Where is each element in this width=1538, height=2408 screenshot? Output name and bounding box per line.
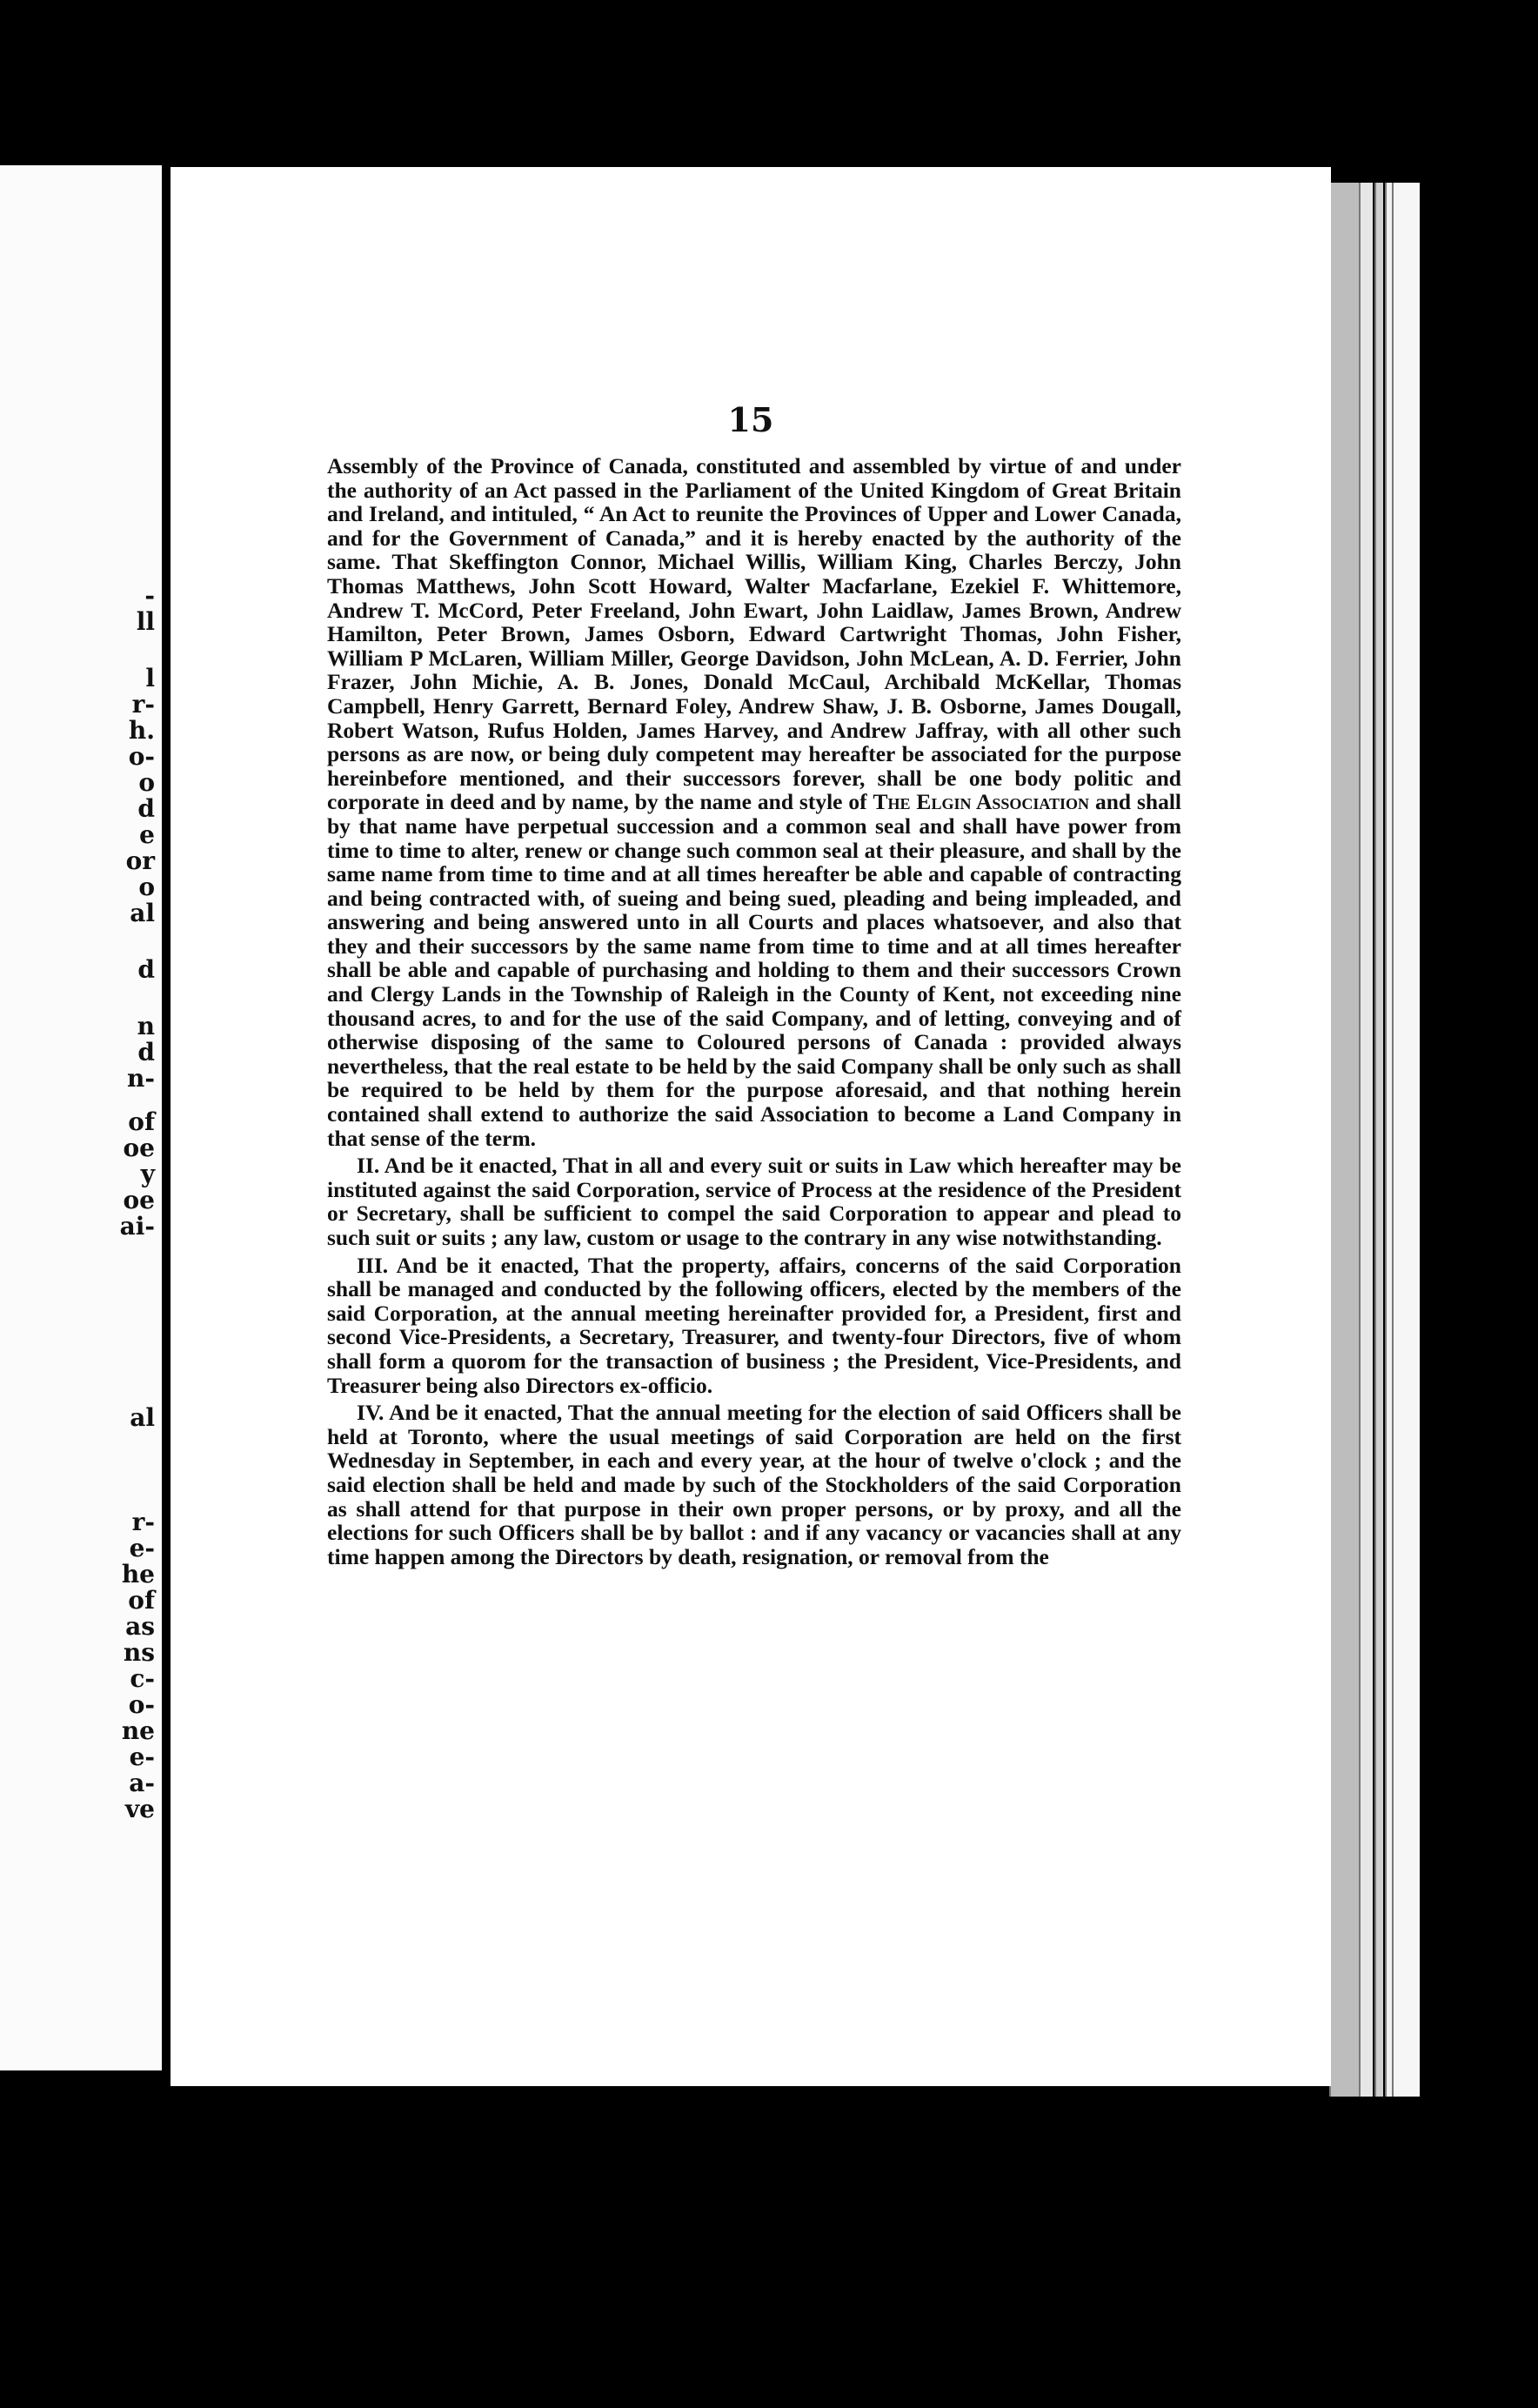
facing-page-fragment: y	[140, 1160, 155, 1188]
section-ii: II. And be it enacted, That in all and every suit or suits in Law which hereafter may be instituted against the said Corporation, service of Process at the residence of the President or Secretary, shall be sufficient to compel the said Corporation to appear and plead to such suit or suits ; any law, custom or usage to the contrary in any wise notwithstanding.	[327, 1153, 1181, 1250]
page-edge	[1329, 183, 1361, 2097]
facing-page-fragment: d	[137, 794, 155, 823]
paragraph-text: and shall by that name have perpetual succession and a common seal and shall have power from time to time to alter, renew or change such common seal at their pleasure, and shall by the same name from time to time and at all times hereafter be able and capable of contracting and being contracted with, of sueing and being sued, pleading and being impleaded, and answering and being answered unto in all Courts and places whatsoever, and also that they and their successors by the same name from time to time and at all times hereafter shall be able and capable of purchasing and holding to them and their successors Crown and Clergy Lands in the Township of Raleigh in the County of Kent, not exceeding nine thousand acres, to and for the use of the said Company, and of letting, conveying and of otherwise disposing of the same to Coloured persons of Canada : provided always nevertheless, that the real estate to be held by the said Company shall be only such as shall be required to be held by them for the purpose aforesaid, and that nothing herein contained shall extend to authorize the said Association to become a Land Company in that sense of the term.	[327, 789, 1182, 1151]
facing-page-fragment: c-	[130, 1664, 155, 1693]
facing-page-fragment: ns	[123, 1638, 155, 1667]
facing-page-fragment: o-	[128, 1690, 155, 1719]
facing-page-fragment: d	[137, 955, 155, 984]
facing-page-fragment: h.	[128, 716, 155, 745]
facing-page-fragment: al	[130, 899, 155, 927]
facing-page-fragment: d	[137, 1038, 155, 1067]
page-number: 15	[727, 400, 774, 439]
page-edge	[1374, 183, 1383, 2097]
page-edge	[1359, 183, 1373, 2097]
page-edge	[1385, 183, 1392, 2097]
paragraph-preamble	[327, 454, 1181, 1150]
facing-page-fragment: oe	[123, 1134, 155, 1162]
facing-page-fragment: ve	[124, 1795, 155, 1823]
facing-page-fragment: e-	[129, 1534, 155, 1562]
facing-page-fragment: l	[145, 664, 155, 692]
document-page	[171, 167, 1331, 2086]
section-iv: IV. And be it enacted, That the annual meeting for the election of said Officers shall be held at Toronto, where the usual meetings of said Corporation are held on the first Wednesday in September, in each and every year, at the hour of twelve o'clock ; and the said election shall be held and made by such of the Stockholders of the said Corporation as shall attend for that purpose in their own proper persons, or by proxy, and all the elections for such Officers shall be by ballot : and if any vacancy or vacancies shall at any time happen among the Directors by death, resignation, or removal from the	[327, 1400, 1181, 1569]
facing-page	[0, 165, 162, 2070]
facing-page-fragment: o-	[128, 742, 155, 771]
facing-page-fragment: of	[128, 1586, 155, 1615]
page-body-text	[327, 454, 1181, 1569]
facing-page-fragment: n-	[127, 1064, 155, 1093]
facing-page-fragment: o	[138, 768, 155, 797]
facing-page-fragment: ne	[121, 1716, 155, 1745]
facing-page-fragment: e	[139, 820, 155, 849]
facing-page-fragment: r-	[131, 690, 155, 719]
facing-page-fragment: ll	[136, 607, 155, 636]
paragraph-text: Assembly of the Province of Canada, constituted and assembled by virtue of and under the authority of an Act passed in the Parliament of the United Kingdom of Great Britain and Ireland, and intituled, “ An Act to reunite the Provinces of Upper and Lower Canada, and for the Government of Canada,” and it is hereby enacted by the authority of the same. That Skeffington Connor, Michael Willis, William King, Charles Berczy, John Thomas Matthews, John Scott Howard, Walter Macfarlane, Ezekiel F. Whittemore, Andrew T. McCord, Peter Freeland, John Ewart, John Laidlaw, James Brown, Andrew Hamilton, Peter Brown, James Osborn, Edward Cartwright Thomas, John Fisher, William P McLaren, William Miller, George Davidson, John McLean, A. D. Ferrier, John Frazer, John Michie, A. B. Jones, Donald McCaul, Archibald McKellar, Thomas Campbell, Henry Garrett, Bernard Foley, Andrew Shaw, J. B. Osborne, James Dougall, Robert Watson, Rufus Holden, James Harvey, and Andrew Jaffray, with all other such persons as are now, or being duly competent may hereafter be associated for the purpose hereinbefore mentioned, and their successors forever, shall be one body politic and corporate in deed and by name, by the name and style of	[327, 453, 1181, 815]
facing-page-fragment: n	[137, 1012, 155, 1040]
section-iii: III. And be it enacted, That the property, affairs, concerns of the said Corporation shall be managed and conducted by the following officers, elected by the members of the said Corporation, at the annual meeting hereinafter provided for, a President, first and second Vice-Presidents, a Secretary, Treasurer, and twenty-four Directors, five of whom shall form a quorom for the transaction of business ; the President, Vice-Presidents, and Treasurer being also Directors ex-officio.	[327, 1252, 1181, 1398]
facing-page-fragment: al	[130, 1403, 155, 1432]
facing-page-fragment: ai-	[119, 1212, 155, 1241]
facing-page-fragment: o	[138, 873, 155, 901]
facing-page-fragment: of	[128, 1107, 155, 1136]
page-edge	[1392, 183, 1420, 2097]
facing-page-fragment: a-	[129, 1769, 155, 1797]
facing-page-fragment: or	[125, 846, 155, 875]
facing-page-fragment: oe	[123, 1186, 155, 1214]
corporation-name: The Elgin Association	[873, 789, 1090, 815]
facing-page-fragment: he	[121, 1560, 155, 1589]
facing-page-fragment: e-	[129, 1742, 155, 1771]
facing-page-fragment: r-	[131, 1508, 155, 1536]
facing-page-fragment: -	[144, 581, 155, 610]
facing-page-fragment: as	[125, 1612, 155, 1641]
